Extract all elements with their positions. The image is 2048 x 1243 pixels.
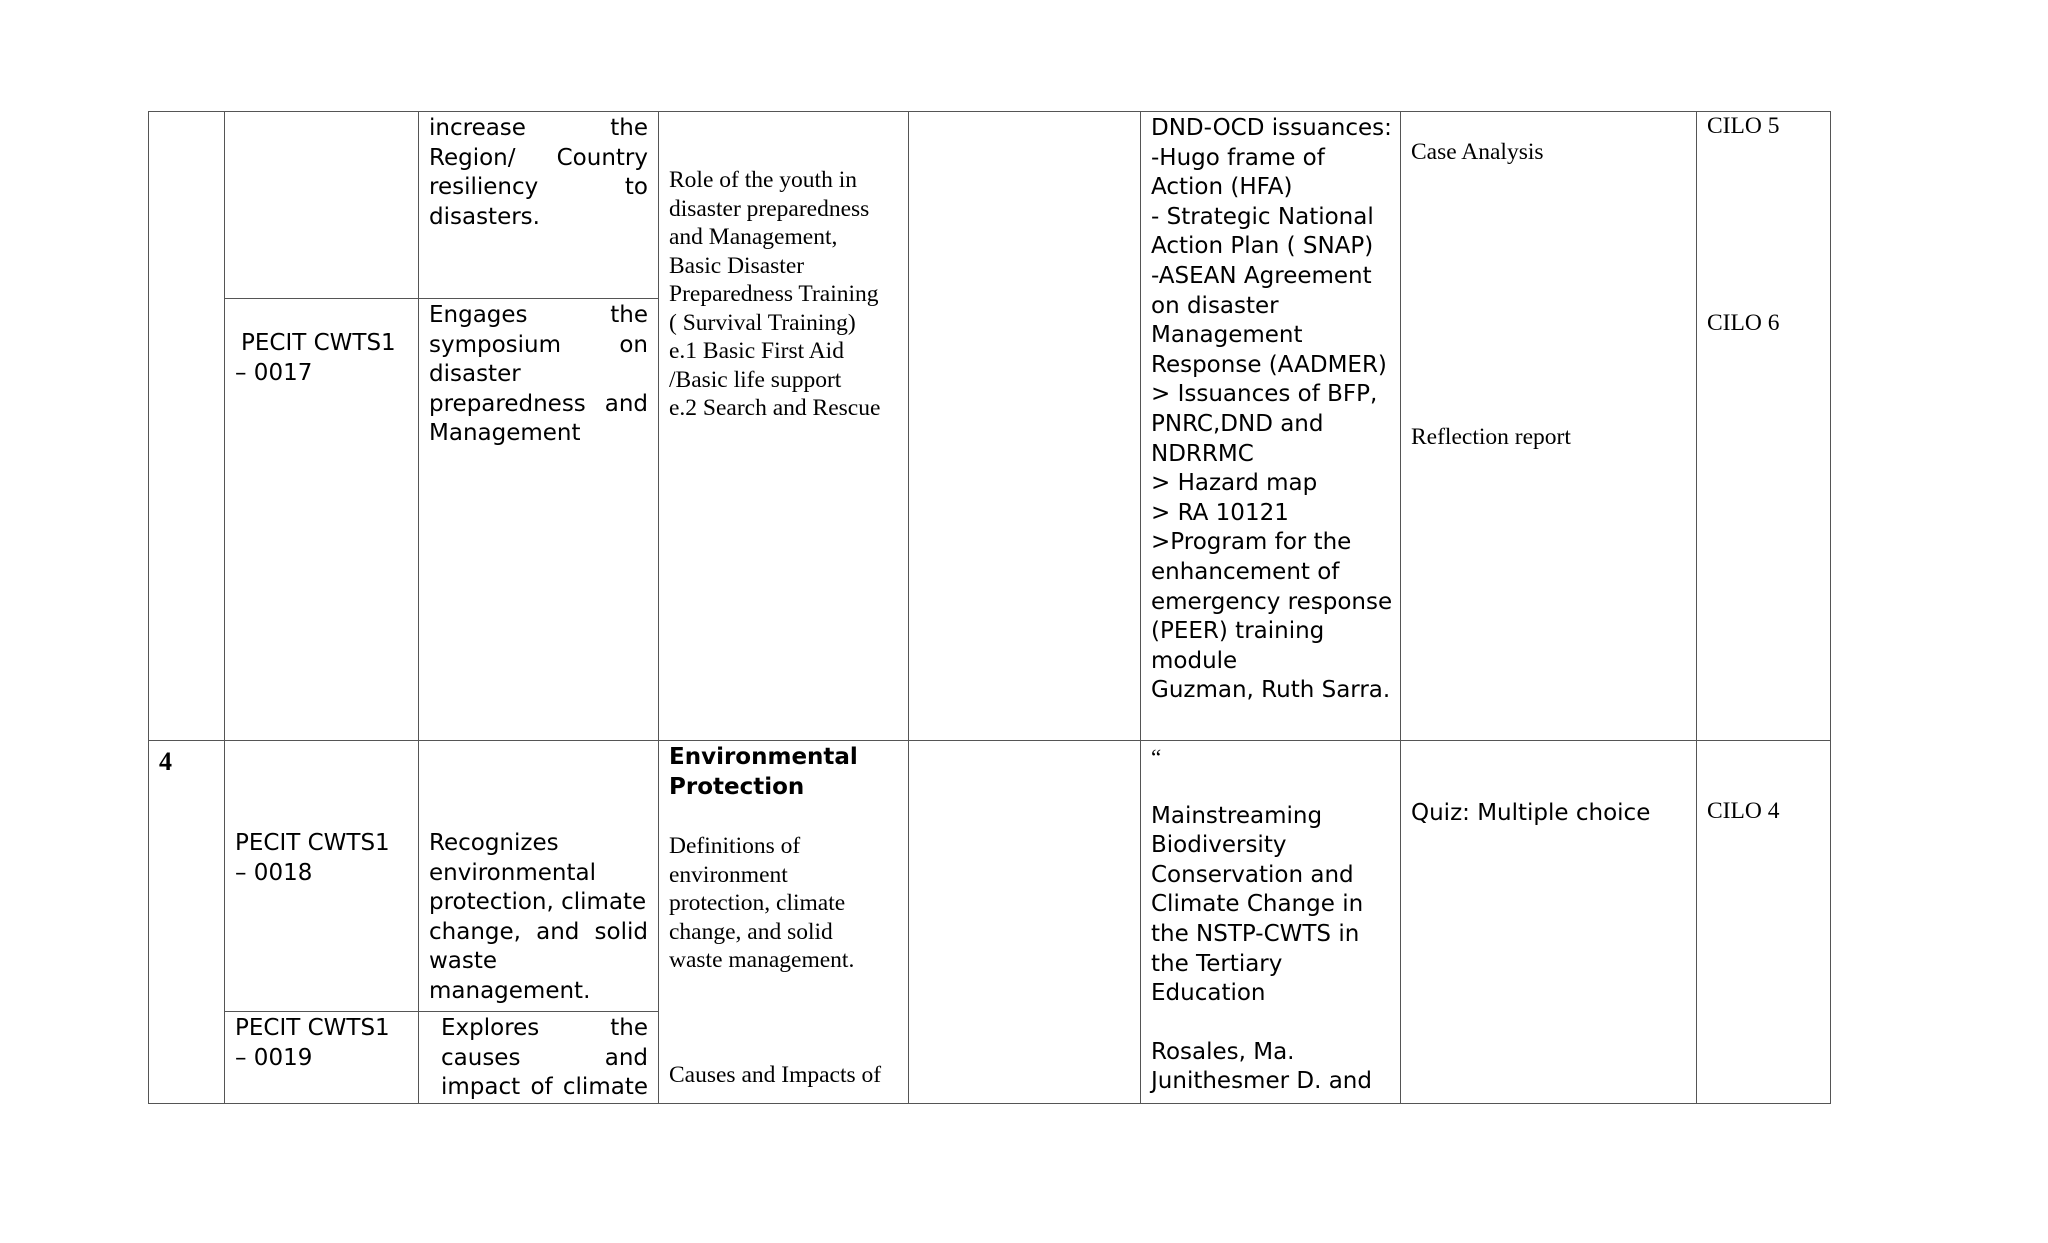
reference-line: > RA 10121 [1151,499,1289,526]
outcome-line: environmental [429,859,596,886]
outcome-code: PECIT CWTS1 [235,1015,390,1041]
teaching-activity-cell [909,112,1141,741]
outcome-line: waste [429,948,498,975]
reference-line: - Strategic National [1151,203,1374,230]
outcome-line: change, and solid [429,918,648,945]
content-line: waste management. [669,947,855,974]
cilo-label: CILO 5 [1707,113,1780,139]
reference-mark: “ [1151,745,1162,770]
reference-line: Climate Change in [1151,891,1364,918]
content-line: environment [669,861,788,888]
reference-line: DND-OCD issuances: [1151,115,1392,141]
content-line: and Management, [669,224,838,250]
outcome-line: increase the [429,115,648,141]
assessment-quiz: Quiz: Multiple choice [1411,800,1651,826]
content-line: change, and solid [669,918,833,945]
reference-line: on disaster [1151,292,1279,319]
content-line: Causes and Impacts of [669,1061,882,1088]
outcome-line: Management [429,420,581,447]
cilo-label: CILO 6 [1707,309,1780,336]
outcome-line: management. [429,977,591,1004]
reference-line: (PEER) training [1151,618,1325,645]
course-content-cell [659,741,909,1104]
outcome-line: Engages the [429,302,648,328]
outcome-code-cell [225,1012,419,1104]
reference-line: Education [1151,980,1266,1007]
learning-outcome-cell [419,741,659,1012]
content-title: Protection [669,773,805,800]
cilo-label: CILO 4 [1707,798,1780,824]
assessment-cell [1401,741,1697,1104]
reference-line: Mainstreaming [1151,802,1323,829]
reference-line: Management [1151,322,1303,349]
outcome-code: – 0019 [235,1044,313,1071]
week-number: 4 [159,747,172,776]
content-line: Basic Disaster [669,252,805,279]
outcome-line: Recognizes [429,830,559,856]
outcome-code: – 0018 [235,859,313,886]
outcome-line: causes and [441,1044,648,1071]
outcome-code: PECIT CWTS1 [235,830,390,856]
learning-outcome-cell [419,299,659,741]
references-cell [1141,112,1401,741]
content-line: e.1 Basic First Aid [669,338,844,364]
reference-line: > Hazard map [1151,470,1318,497]
reference-line: enhancement of [1151,558,1340,585]
syllabus-table [148,111,1831,1104]
outcome-line: Region/ Country [429,144,648,171]
content-line: Definitions of [669,833,801,860]
assessment-reflection-report: Reflection report [1411,423,1571,450]
reference-line: the Tertiary [1151,950,1283,977]
reference-line: Response (AADMER) [1151,351,1387,378]
reference-line: emergency response [1151,588,1393,615]
content-line: Role of the youth in [669,167,857,193]
outcome-code-cell [225,112,419,299]
reference-line: Rosales, Ma. [1151,1038,1295,1065]
assessment-cell [1401,112,1697,741]
reference-line: NDRRMC [1151,440,1254,467]
content-line: protection, climate [669,890,846,917]
week-cell [149,741,225,1104]
outcome-line: Explores the [441,1015,648,1041]
reference-line: Action Plan ( SNAP) [1151,233,1374,260]
content-line: ( Survival Training) [669,309,856,336]
cilo-cell [1697,741,1831,1104]
outcome-line: preparedness and [429,390,648,417]
assessment-case-analysis: Case Analysis [1411,139,1544,165]
reference-line: Biodiversity [1151,832,1287,859]
teaching-activity-cell [909,741,1141,1104]
content-line: Preparedness Training [669,281,879,307]
outcome-code-cell [225,299,419,741]
reference-line: > Issuances of BFP, [1151,381,1378,408]
table-row [149,741,1831,1012]
outcome-line: protection, climate [429,889,647,916]
reference-line: -Hugo frame of [1151,144,1325,171]
reference-line: Guzman, Ruth Sarra. [1151,677,1391,704]
outcome-code: PECIT CWTS1 [241,330,396,356]
reference-line: Action (HFA) [1151,174,1293,201]
outcome-line: disaster [429,361,521,388]
week-cell [149,112,225,741]
content-line: e.2 Search and Rescue [669,395,881,421]
learning-outcome-cell [419,1012,659,1104]
outcome-line: impact of climate [441,1074,648,1101]
outcome-line: resiliency to [429,174,648,201]
table-row [149,112,1831,299]
learning-outcome-cell [419,112,659,299]
content-line: /Basic life support [669,366,842,393]
outcome-line: symposium on [429,331,648,358]
references-cell [1141,741,1401,1104]
reference-line: >Program for the [1151,529,1352,556]
reference-line: Junithesmer D. and [1151,1068,1372,1095]
outcome-code-cell [225,741,419,1012]
reference-line: module [1151,647,1238,674]
outcome-line: disasters. [429,203,540,230]
content-title: Environmental [669,744,858,770]
cilo-cell [1697,112,1831,741]
reference-line: -ASEAN Agreement [1151,262,1372,289]
outcome-code: – 0017 [235,359,313,386]
reference-line: Conservation and [1151,861,1354,888]
reference-line: PNRC,DND and [1151,410,1324,437]
content-line: disaster preparedness [669,195,870,222]
reference-line: the NSTP-CWTS in [1151,920,1360,947]
course-content-cell [659,112,909,741]
